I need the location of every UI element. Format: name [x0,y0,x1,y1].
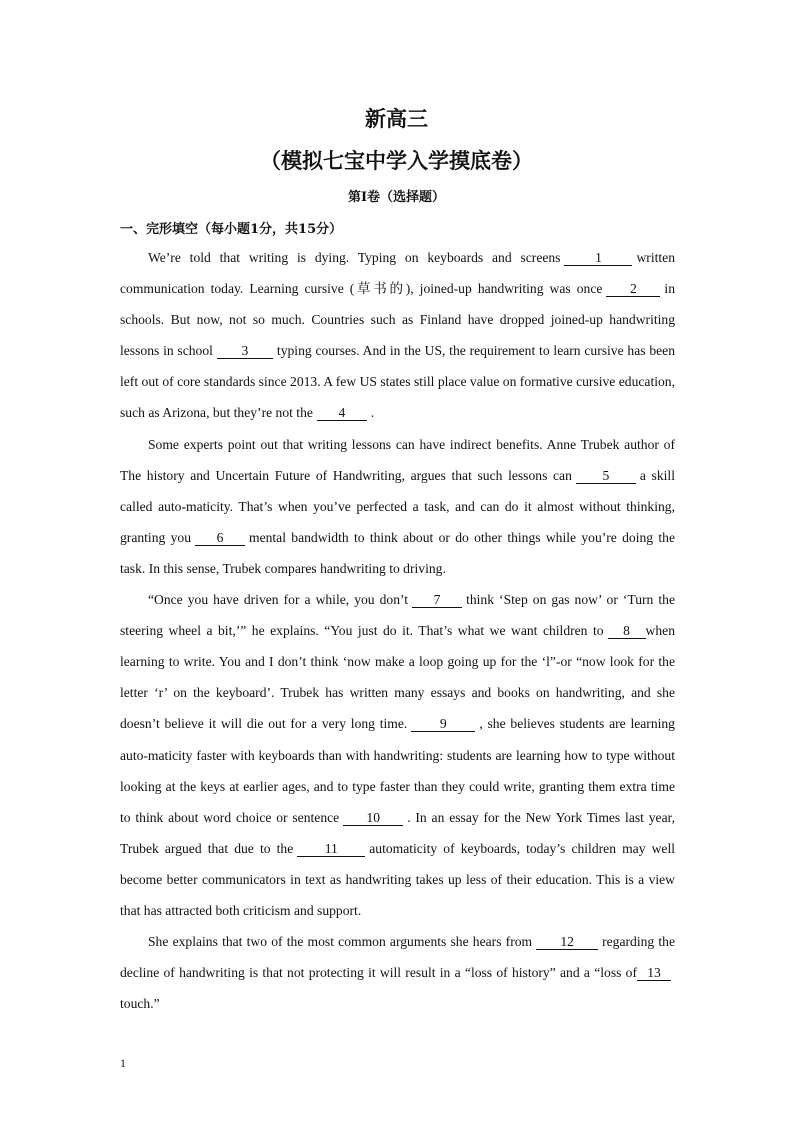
paragraph-4 [120,926,675,1019]
blank-11: 11 [297,841,365,857]
passage-text: , she believes students are learning auto-maticity faster with keyboards than with handwriting: students are learning how to type without looking at the keys at earlier ages, and to type faster than they could write, granting them extra time to think about word choice or sentence [120,716,675,825]
blank-13: 13 [637,965,671,981]
passage-text: “Once you have driven for a while, you don’t [148,592,409,608]
passage-text: We’re told that writing is dying. Typing on keyboards and screens [148,250,561,265]
passage-text: regarding the decline of handwriting is that not protecting it will result in a “loss of history” and a “loss of [120,934,675,981]
passage-text: when learning to write. You and I don’t think ‘now make a loop going up for the ‘l”-or “now look for the letter ‘r’ on the keyboard’. Trubek has written many essays and books on handwriting, and she doesn’t believe it will die out for a very long time. [120,623,675,732]
blank-6: 6 [195,530,245,546]
blank-8: 8 [608,623,646,639]
blank-1: 1 [564,250,632,266]
passage-text: . [370,405,375,421]
passage-text: automaticity of keyboards, today’s children may well become better communicators in text as handwriting takes up less of their education. This is a view that has attracted both criticism and support. [120,840,676,918]
passage-text: think ‘Step on gas now’ or ‘Turn the steering wheel a bit,’” he explains. “You just do it. That’s what we want children to [120,592,675,639]
passage-text: typing courses. And in the US, the requirement to learn cursive has been left out of core standards since 2013. A few US states still place value on formative cursive education, such as Arizona, but they’re not the [120,343,675,421]
page-number: 1 [120,1056,126,1070]
blank-9: 9 [411,716,475,732]
document-title: 新高三 [365,106,428,131]
paragraph-2 [120,429,675,584]
blank-4: 4 [317,405,367,421]
blank-7: 7 [412,592,462,608]
passage-text: in schools. But now, not so much. Countries such as Finland have dropped joined-up handwriting lessons in school [120,281,675,359]
paragraph-1 [120,242,675,429]
blank-5: 5 [576,468,636,484]
blank-3: 3 [217,343,273,359]
paragraph-3 [120,584,675,926]
volume-heading: 第I卷（选择题） [347,190,446,205]
passage-text: touch.” [120,996,160,1012]
passage-text: Some experts point out that writing lessons can have indirect benefits. Anne Trubek author of The history and Uncertain Future of Handwriting, argues that such lessons can [120,436,675,483]
cloze-passage [120,242,675,1019]
blank-12: 12 [536,934,598,950]
passage-text: She explains that two of the most common arguments she hears from [148,934,533,950]
passage-text: written communication today. Learning cursive (草书的), joined-up handwriting was once [120,250,675,297]
document-subtitle: （模拟七宝中学入学摸底卷） [260,148,533,173]
passage-text: a skill called auto-maticity. That’s when you’ve perfected a task, and can do it almost without thinking, granting you [120,467,675,545]
blank-2: 2 [606,281,660,297]
blank-10: 10 [343,810,403,826]
passage-text: . In an essay for the New York Times last year, Trubek argued that due to the [120,809,675,856]
passage-text: mental bandwidth to think about or do other things while you’re doing the task. In this sense, Trubek compares handwriting to driving. [120,529,676,576]
section-heading: 一、完形填空（每小题1分，共15分） [120,222,343,237]
